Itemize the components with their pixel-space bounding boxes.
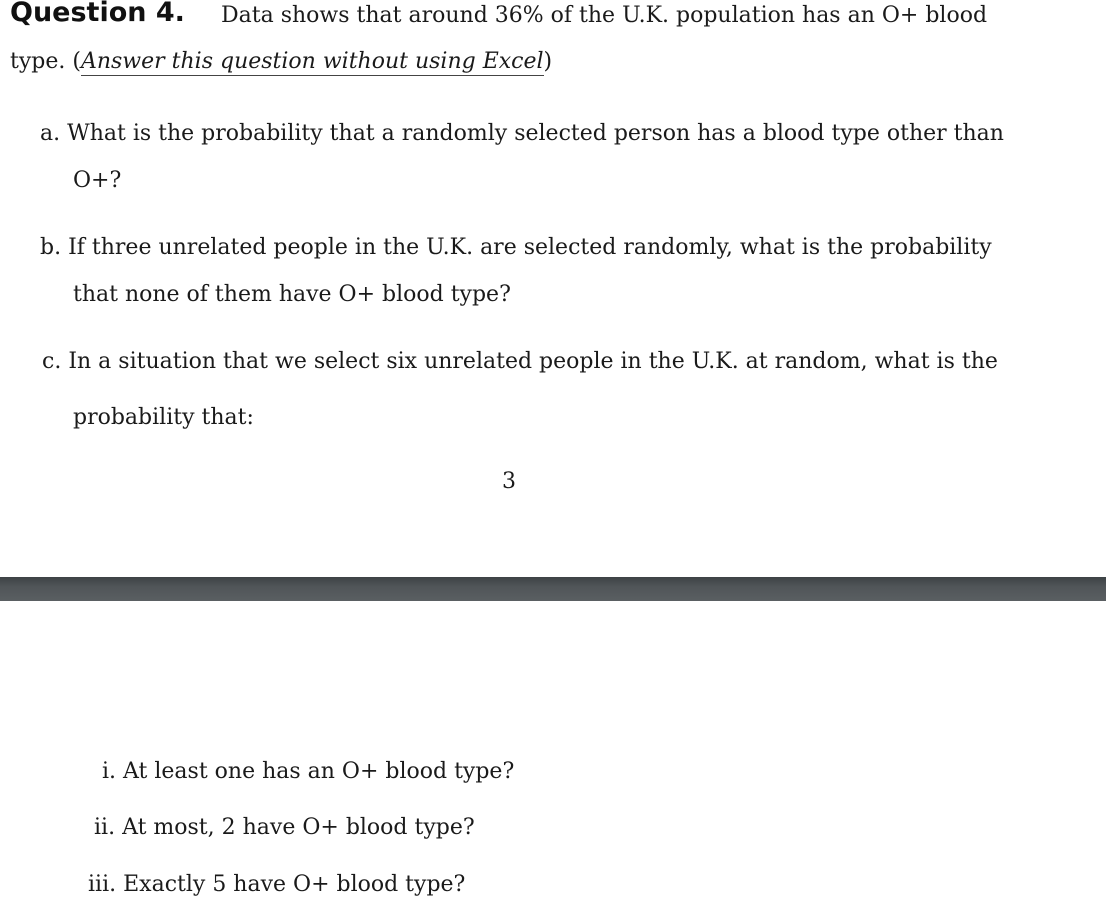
subpart-i-text: At least one has an O+ blood type?: [123, 759, 515, 784]
subpart-ii: [94, 813, 475, 843]
subpart-iii-text: Exactly 5 have O+ blood type?: [123, 872, 466, 897]
intro-suffix: ): [543, 49, 553, 74]
part-c-marker: c.: [42, 349, 62, 374]
part-a-marker: a.: [40, 121, 61, 146]
page-number: 3: [502, 469, 516, 494]
part-b-line-2: that none of them have O+ blood type?: [73, 282, 511, 307]
question-heading: Question 4.: [10, 0, 185, 28]
page-divider: [0, 577, 1106, 601]
intro-prefix: type. (: [10, 49, 81, 74]
subpart-iii: [88, 870, 465, 900]
part-a-text-1: What is the probability that a randomly selected person has a blood type other than: [67, 121, 1004, 146]
subpart-iii-marker: iii.: [88, 872, 117, 897]
part-b-marker: b.: [40, 235, 62, 260]
subpart-i-marker: i.: [102, 759, 117, 784]
part-b-line-1: [40, 233, 992, 263]
part-b-text-1: If three unrelated people in the U.K. are selected randomly, what is the probability: [68, 235, 992, 260]
subpart-ii-text: At most, 2 have O+ blood type?: [122, 815, 475, 840]
question-intro-line-1: Data shows that around 36% of the U.K. population has an O+ blood: [221, 3, 988, 28]
part-c-text-1: In a situation that we select six unrelated people in the U.K. at random, what is the: [68, 349, 998, 374]
subpart-ii-marker: ii.: [94, 815, 116, 840]
subpart-i: [102, 757, 514, 787]
part-a-line-1: [40, 119, 1004, 149]
part-c-line-1: [42, 347, 998, 377]
part-c-line-2: probability that:: [73, 405, 254, 430]
part-a-line-2: O+?: [73, 168, 122, 193]
question-intro-line-2: [10, 47, 552, 77]
intro-note: Answer this question without using Excel: [80, 49, 544, 74]
